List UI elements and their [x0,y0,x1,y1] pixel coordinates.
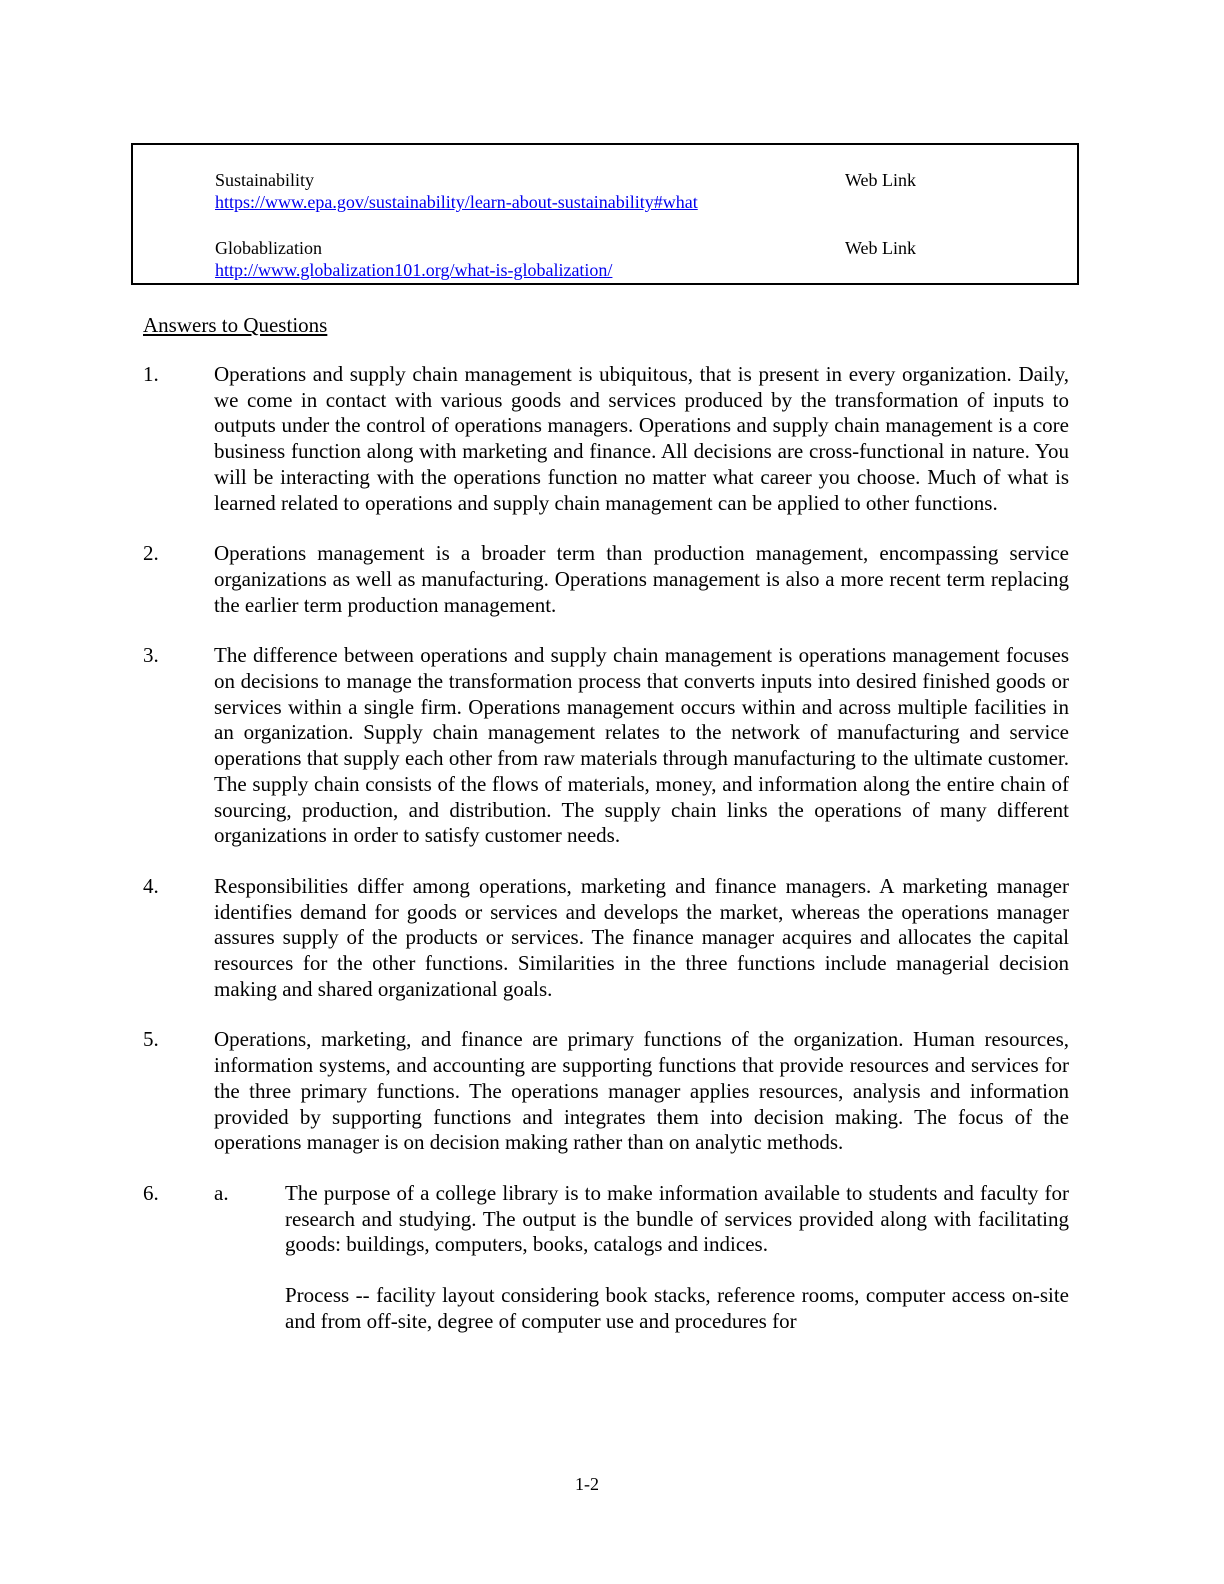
resource-title: Sustainability [215,170,314,190]
answer-text: Responsibilities differ among operations, marketing and finance managers. A marketing manager identifies demand for goods or services and develops the market, whereas the operations manager assures supply of the products or services. The finance manager acquires and allocates the capital resources for the other functions. Similarities in the three functions include managerial decision making and shared organizational goals. [214,873,1069,1001]
resource-title: Globablization [215,238,322,258]
answer-number: 3. [143,643,159,668]
answer-number: 1. [143,362,159,386]
sub-answer-paragraph: Process -- facility layout considering book stacks, reference rooms, computer access on-site and from off-site, degree of computer use and procedures for [285,1283,1069,1333]
answer-number: 5. [143,1027,159,1052]
sub-answer-block [285,1181,1069,1335]
answer-number: 2. [143,541,159,566]
answer-text: Operations, marketing, and finance are primary functions of the organization. Human resources, information systems, and accounting are supporting functions that provide resources and services for the three primary functions. The operations manager applies resources, analysis and information provided by supporting functions and integrates them into decision making. The focus of the operations manager is on decision making rather than on analytic methods. [214,1027,1069,1155]
resource-links-box [131,143,1079,285]
answer-item-4 [0,874,1224,1003]
resource-link[interactable]: http://www.globalization101.org/what-is-globalization/ [215,260,613,280]
sub-answer-label: a. [214,1180,229,1205]
answer-text: Operations and supply chain management is ubiquitous, that is present in every organization. Daily, we come in contact with various goods and services produced by the transformation of inputs to outputs under the control of operations managers. Operations and supply chain management is a core business function along with marketing and finance. All decisions are cross-functional in nature. You will be interacting with the operations function no matter what career you choose. Much of what is learned related to operations and supply chain management can be applied to other functions. [214,362,1069,515]
resource-item-globalization [215,237,1065,281]
section-heading: Answers to Questions [143,313,328,337]
answer-text: Operations management is a broader term than production management, encompassing service organizations as well as manufacturing. Operations management is also a more recent term replacing the earlier term production management. [214,541,1069,617]
answers-list [0,362,1224,1360]
resource-type: Web Link [845,238,917,258]
page-number: 1-2 [575,1474,599,1494]
resource-type: Web Link [845,170,917,190]
answer-number: 6. [143,1180,159,1205]
sub-answer-paragraph: The purpose of a college library is to make information available to students and faculty for research and studying. The output is the bundle of services provided along with facilitating goods: buildings, computers, books, catalogs and indices. [285,1180,1069,1257]
answer-item-5 [0,1027,1224,1156]
answer-item-1 [0,362,1224,516]
answer-item-3 [0,643,1224,849]
answer-number: 4. [143,873,159,898]
answer-text: The difference between operations and supply chain management is operations management focuses on decisions to manage the transformation process that converts inputs into desired finished goods or services within a single firm. Operations management occurs within and across multiple facilities in an organization. Supply chain management relates to the network of manufacturing and service operations that supply each other from raw materials through manufacturing to the ultimate customer. The supply chain consists of the flows of materials, money, and information along the entire chain of sourcing, production, and distribution. The supply chain links the operations of many different organizations in order to satisfy customer needs. [214,643,1069,848]
resource-link[interactable]: https://www.epa.gov/sustainability/learn-about-sustainability#what [215,192,698,212]
resource-item-sustainability [215,169,1065,213]
answer-item-6 [0,1181,1224,1335]
answer-item-2 [0,541,1224,618]
